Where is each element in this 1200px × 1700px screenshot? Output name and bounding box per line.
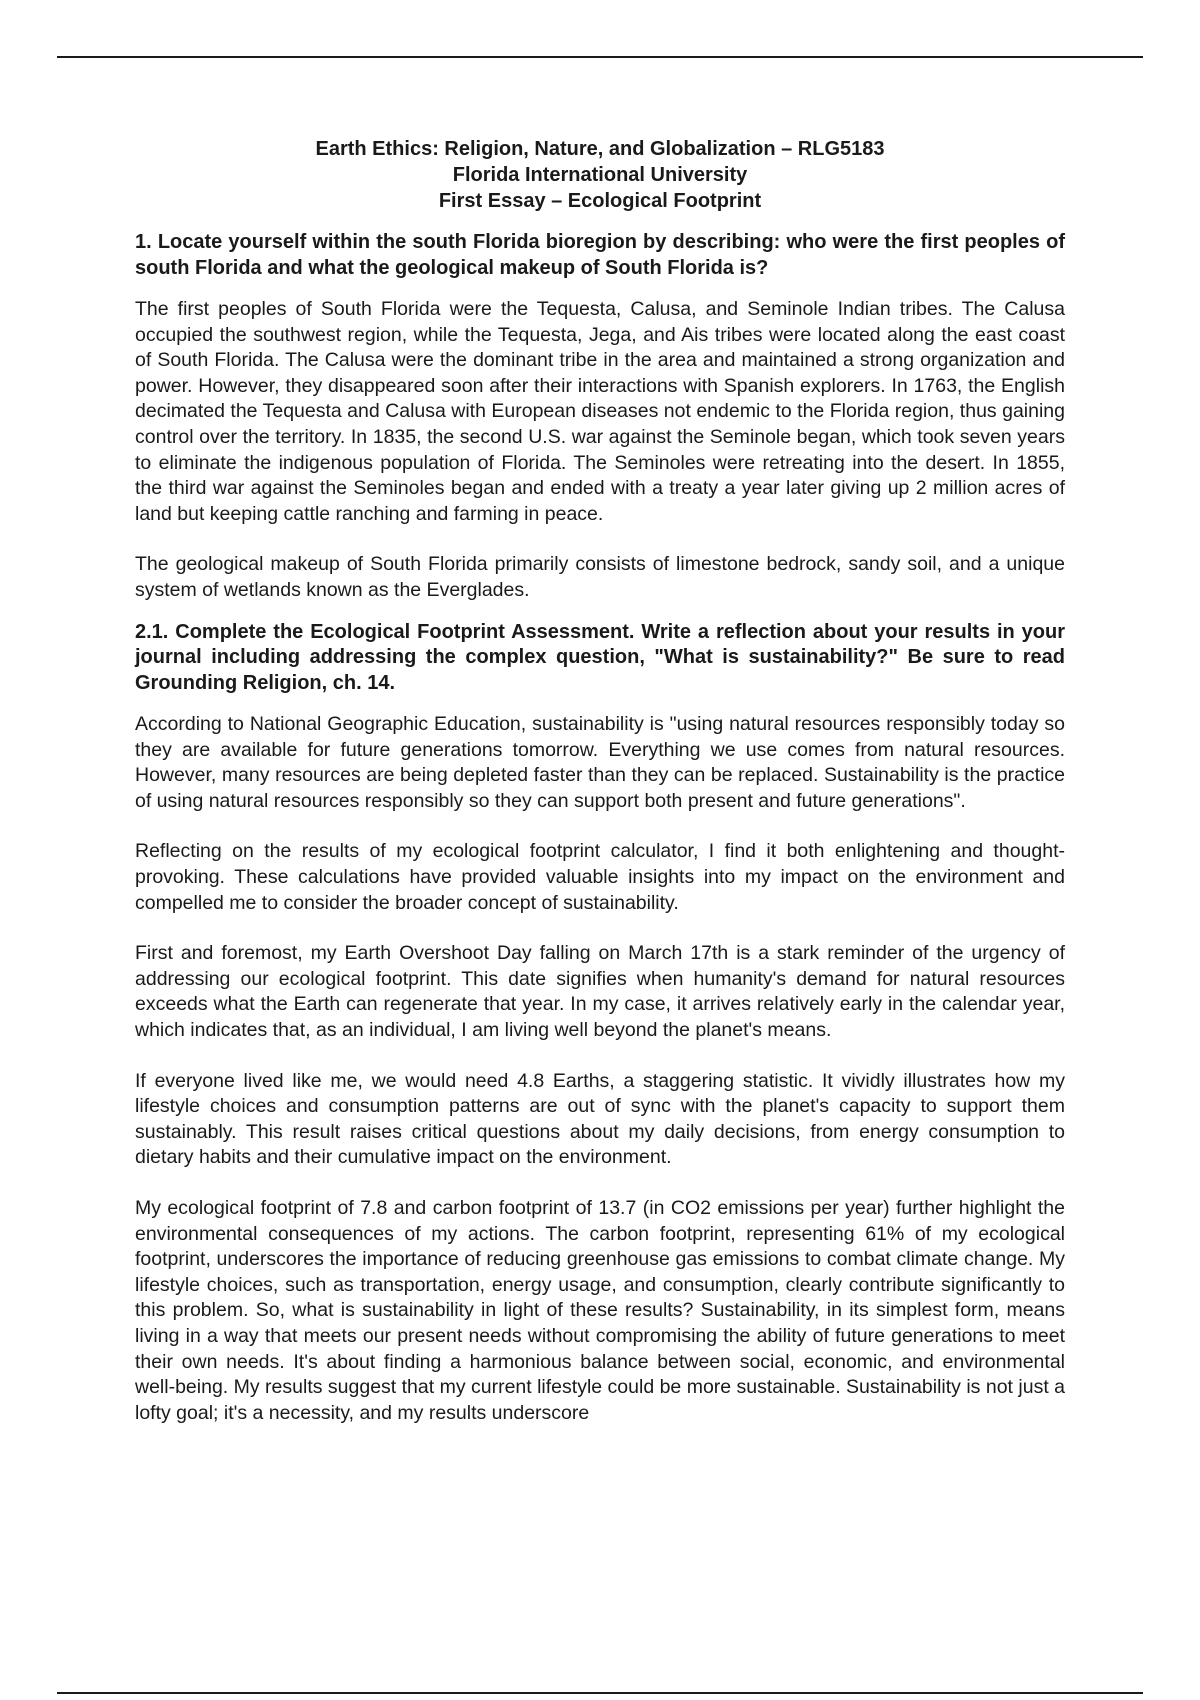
document-header [135, 136, 1065, 214]
answer-2-paragraph-earths: If everyone lived like me, we would need 4.8 Earths, a staggering statistic. It vividly illustrates how my lifestyle choices and consumption patterns are out of sync with the planet's capacity to support them sustainably. This result raises critical questions about my daily decisions, from energy consumption to dietary habits and their cumulative impact on the environment. [135, 1069, 1065, 1169]
answer-1-paragraph-geology: The geological makeup of South Florida primarily consists of limestone bedrock, sandy soil, and a unique system of wetlands known as the Everglades. [135, 553, 1065, 601]
document-page [135, 136, 1065, 1426]
essay-title: First Essay – Ecological Footprint [438, 190, 762, 212]
answer-1-paragraph-first-peoples: The first peoples of South Florida were the Tequesta, Calusa, and Seminole Indian tribes. The Calusa occupied the southwest region, while the Tequesta, Jega, and Ais tribes were located along the east coast of South Florida. The Calusa were the dominant tribe in the area and maintained a strong organization and power. However, they disappeared soon after their interactions with Spanish explorers. In 1763, the English decimated the Tequesta and Calusa with European diseases not endemic to the Florida region, thus gaining control over the territory. In 1835, the second U.S. war against the Seminole began, which took seven years to eliminate the indigenous population of Florida. The Seminoles were retreating into the desert. In 1855, the third war against the Seminoles began and ended with a treaty a year later giving up 2 million acres of land but keeping cattle ranching and farming in peace. [135, 298, 1065, 525]
bottom-rule [57, 1692, 1143, 1694]
answer-2-paragraph-reflection: Reflecting on the results of my ecological footprint calculator, I find it both enlightening and thought-provoking. These calculations have provided valuable insights into my impact on the environment and compelled me to consider the broader concept of sustainability. [135, 840, 1065, 914]
answer-2-paragraph-footprint: My ecological footprint of 7.8 and carbon footprint of 13.7 (in CO2 emissions per year) further highlight the environmental consequences of my actions. The carbon footprint, representing 61% of my ecological footprint, underscores the importance of reducing greenhouse gas emissions to combat climate change. My lifestyle choices, such as transportation, energy usage, and consumption, clearly contribute significantly to this problem. So, what is sustainability in light of these results? Sustainability, in its simplest form, means living in a way that meets our present needs without compromising the ability of future generations to meet their own needs. It's about finding a harmonious balance between social, economic, and environmental well-being. My results suggest that my current lifestyle could be more sustainable. Sustainability is not just a lofty goal; it's a necessity, and my results underscore [135, 1196, 1065, 1424]
question-2-heading: 2.1. Complete the Ecological Footprint Assessment. Write a reflection about your results in your journal including addressing the complex question, "What is sustainability?" Be sure to read Grounding Religion, ch. 14. [135, 620, 1065, 694]
answer-2-paragraph-definition: According to National Geographic Education, sustainability is "using natural resources responsibly today so they are available for future generations tomorrow. Everything we use comes from natural resources. However, many resources are being depleted faster than they can be replaced. Sustainability is the practice of using natural resources responsibly so they can support both present and future generations". [135, 713, 1065, 812]
answer-2-paragraph-overshoot-day: First and foremost, my Earth Overshoot Day falling on March 17th is a stark reminder of the urgency of addressing our ecological footprint. This date signifies when humanity's demand for natural resources exceeds what the Earth can regenerate that year. In my case, it arrives relatively early in the calendar year, which indicates that, as an individual, I am living well beyond the planet's means. [135, 942, 1065, 1041]
question-1-heading: 1. Locate yourself within the south Florida bioregion by describing: who were the first peoples of south Florida and what the geological makeup of South Florida is? [135, 231, 1065, 279]
course-title: Earth Ethics: Religion, Nature, and Globalization – RLG5183 [315, 138, 885, 160]
university-name: Florida International University [452, 164, 748, 186]
top-rule [57, 56, 1143, 58]
